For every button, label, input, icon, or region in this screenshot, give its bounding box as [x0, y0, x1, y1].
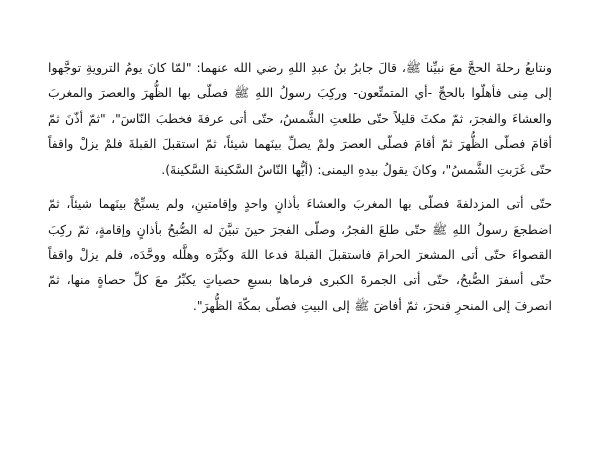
paragraph-1: ونتابعُ رحلةَ الحجَّ معَ نبيِّنا ﷺ، قالَ جابرُ بنُ عبدِ اللهِ رضي الله عنهما: "لمّا كانَ يومُ الترويةِ توجَّهوا إلى مِنى فأهلّوا بالحجِّ -أي المتمتِّعون- وركِبَ رسولُ اللهِ ﷺ فصلّى بها الظُّهرَ والعصرَ والمغربَ والعشاءَ والفجرَ، ثمّ مكثَ قليلاً حتّى طلعتِ الشَّمسُ، حتّى أتى عرفةَ فخطبَ النّاسَ"، "ثمّ أذّنَ ثمّ أقامَ فصلّى الظُّهرَ ثمّ أقامَ فصلّى العصرَ ولمْ يصلِّ بينَهما شيئاً، ثمّ استقبلَ القبلةَ فلمْ يزلْ واقفاً حتّى غَرَبتِ الشَّمسُ"، وكانَ يقولُ بيدهِ اليمنى: (أيُّها النّاسُ السَّكينةَ السَّكينةَ).: [48, 60, 552, 177]
paragraph-2: حتّى أتى المزدلفةَ فصلّى بها المغربَ والعشاءَ بأذانٍ واحدٍ وإقامتينِ، ولم يسبِّحْ بينَهما شيئاً، ثمّ اضطجعَ رسولُ اللهِ ﷺ حتّى طلعَ الفجرُ، وصلّى الفجرَ حينَ تبيَّنَ له الصُّبحُ بأذانٍ وإقامةٍ، ثمّ ركِبَ القصواءَ حتّى أتى المشعرَ الحرامَ فاستقبلَ القبلةَ فدعا اللهَ وكبَّرَه وهلَّله ووحَّدَه، فلم يزلْ واقفاً حتّى أسفرَ الصُّبحُ، حتّى أتى الجمرةَ الكبرى فرماها بسبعِ حصياتٍ يكبِّرُ معَ كلِّ حصاةٍ منها، ثمّ انصرفَ إلى المنحرِ فنحرَ، ثمّ أفاضَ ﷺ إلى البيتِ فصلّى بمكّةَ الظُّهرَ".: [48, 196, 552, 313]
document-body: [48, 55, 552, 318]
